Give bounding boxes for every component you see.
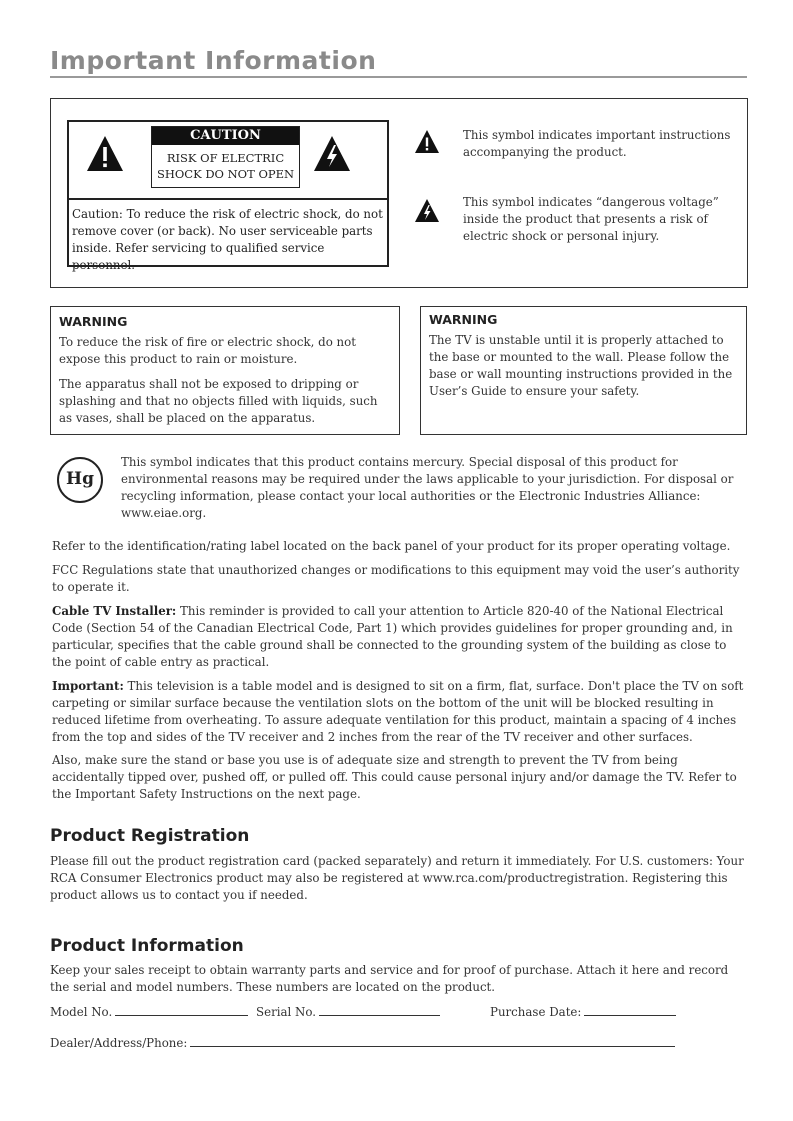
caution-heading: CAUTION — [152, 127, 299, 145]
stand-paragraph: Also, make sure the stand or base you use is of adequate size and strength to prevent the TV from being accidentally tipped over, pushed off, or pulled off. This could cause personal injury and/or damage the TV. Refer to the Important Safety Instructions on the next page. — [52, 753, 737, 801]
warning-text: The apparatus shall not be exposed to dripping or splashing and that no objects filled with liquids, such as vases, shall be placed on the apparatus. — [59, 377, 378, 425]
warning-heading: WARNING — [429, 312, 498, 327]
mercury-notice-text: This symbol indicates that this product contains mercury. Special disposal of this product for environmental reasons may be required under the laws applicable to your jurisdiction. For disposal or recycling information, please contact your local authorities or the Electronic Industries Alliance: www.eiae.org. — [121, 455, 734, 520]
cable-installer-paragraph — [52, 603, 746, 671]
model-number-blank[interactable] — [115, 1004, 248, 1016]
information-text: Keep your sales receipt to obtain warranty parts and service and for proof of purchase. Attach it here and record the serial and model numbers. These numbers are located on the product. — [50, 963, 729, 994]
page-title: Important Information — [50, 46, 377, 75]
lightning-symbol-text: This symbol indicates “dangerous voltage” inside the product that presents a risk of electric shock or personal injury. — [463, 195, 719, 243]
caution-text: Caution: To reduce the risk of electric shock, do not remove cover (or back). No user serviceable parts inside. Refer servicing to qualified service personnel. — [72, 207, 383, 272]
lightning-triangle-icon — [312, 134, 352, 174]
dealer-field — [50, 1035, 675, 1052]
serial-number-label: Serial No. — [256, 1005, 316, 1019]
warning-box-right — [420, 306, 747, 435]
cable-installer-lead: Cable TV Installer: — [52, 604, 177, 618]
model-number-label: Model No. — [50, 1005, 113, 1019]
model-number-field — [50, 1004, 248, 1021]
purchase-date-field — [490, 1004, 676, 1021]
warning-box-left — [50, 306, 400, 435]
important-text: This television is a table model and is designed to sit on a firm, flat, surface. Don't place the TV on soft carpeting or similar surface because the ventilation slots on the bottom of the unit will be blocked resulting in reduced lifetime from overheating. To assure adequate ventilation for this product, maintain a spacing of 4 inches from the top and sides of the TV receiver and 2 inches from the rear of the TV receiver and other surfaces. — [52, 679, 744, 744]
important-paragraph — [52, 678, 746, 746]
warning-text: To reduce the risk of fire or electric shock, do not expose this product to rain or moisture. — [59, 335, 357, 366]
voltage-paragraph: Refer to the identification/rating label located on the back panel of your product for its proper operating voltage. — [52, 539, 731, 553]
purchase-date-blank[interactable] — [584, 1004, 676, 1016]
exclamation-symbol-text: This symbol indicates important instructions accompanying the product. — [463, 128, 731, 159]
caution-divider — [69, 198, 387, 200]
exclamation-triangle-icon — [85, 134, 125, 174]
dealer-label: Dealer/Address/Phone: — [50, 1036, 188, 1050]
warning-text: The TV is unstable until it is properly attached to the base or mounted to the wall. Please follow the base or wall mounting instructions provided in the User’s Guide to ensure your safety. — [429, 333, 733, 398]
exclamation-triangle-icon — [414, 129, 440, 155]
title-rule — [50, 76, 747, 78]
registration-text: Please fill out the product registration card (packed separately) and return it immediately. For U.S. customers: Your RCA Consumer Electronics product may also be registered at www.rca.com/productregistration. Registering this product allows us to contact you if needed. — [50, 854, 744, 902]
caution-label — [151, 126, 300, 188]
lightning-triangle-icon — [414, 198, 440, 224]
serial-number-field — [256, 1004, 440, 1021]
information-heading: Product Information — [50, 936, 244, 956]
mercury-hg-icon: Hg — [57, 457, 103, 503]
important-lead: Important: — [52, 679, 124, 693]
caution-sub-line-2: SHOCK DO NOT OPEN — [156, 167, 295, 181]
warning-heading: WARNING — [59, 314, 128, 329]
fcc-paragraph: FCC Regulations state that unauthorized changes or modifications to this equipment may void the user’s authority to operate it. — [52, 563, 740, 594]
dealer-blank[interactable] — [190, 1035, 675, 1047]
serial-number-blank[interactable] — [319, 1004, 440, 1016]
purchase-date-label: Purchase Date: — [490, 1005, 582, 1019]
caution-subtext — [152, 145, 299, 182]
caution-panel — [67, 120, 389, 272]
cable-installer-text: This reminder is provided to call your attention to Article 820-40 of the National Electrical Code (Section 54 of the Canadian Electrical Code, Part 1) which provides guidelines for proper grounding and, in particular, specifies that the cable ground shall be connected to the grounding system of the building as close to the point of cable entry as practical. — [52, 604, 733, 669]
symbols-box — [50, 98, 748, 288]
caution-sub-line-1: RISK OF ELECTRIC — [166, 151, 285, 165]
registration-heading: Product Registration — [50, 826, 250, 846]
